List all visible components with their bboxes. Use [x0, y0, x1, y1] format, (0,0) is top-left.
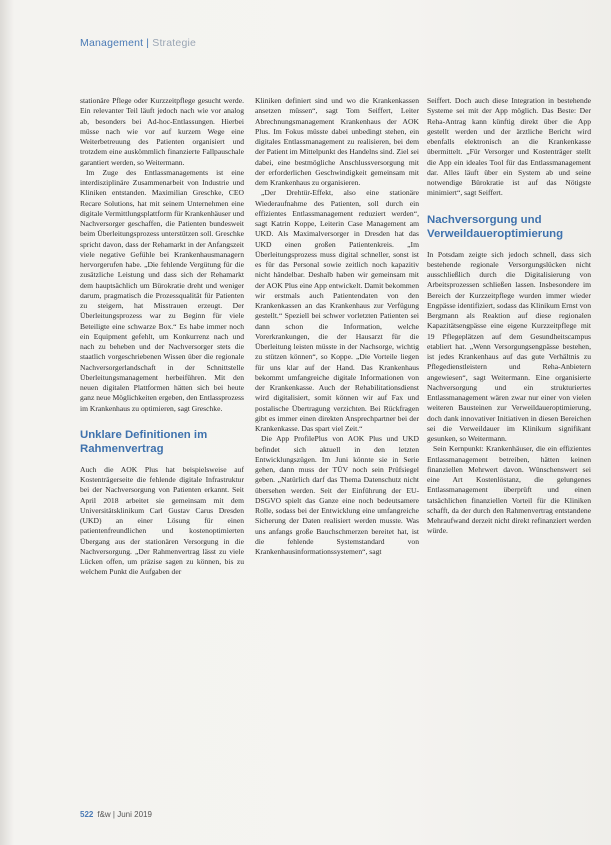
paragraph: Auch die AOK Plus hat beispielsweise auf Kostenträgerseite die fehlende digitale Infrastruktur bei der Nachversorgung von Patienten erkannt. Seit April 2018 arbeitet sie gemeinsam mit dem Universitätsklinikum Carl Gustav Carus Dresden (UKD) an einer Lösung für einen patientenfreundlichen und kostenoptimierten Übergang aus der stationären Versorgung in die Nachversorgung. „Der Rahmenvertrag lässt zu viele Lücken offen, um präzise sagen zu können, bis zu welchem Punkt die Aufgaben der — [80, 464, 244, 577]
text-column-1 — [80, 96, 244, 578]
page-footer — [80, 810, 152, 819]
paragraph: stationäre Pflege oder Kurzzeitpflege gesucht werde. Ein relevanter Teil läuft jedoch nach wie vor analog ab, besonders bei Ad-hoc-Entlassungen. Hierbei müsse nach wie vor auf kurzem Wege eine Weiterbetreuung des Patienten organisiert und trotzdem eine auskömmlich finanzierte Fallpauschale garantiert werden, so Weitermann. — [80, 96, 244, 167]
page-header — [80, 37, 196, 49]
header-section: Management — [80, 37, 144, 49]
text-column-3 — [427, 96, 591, 537]
paragraph: Kliniken definiert sind und wo die Krankenkassen ansetzen müssen“, sagt Tom Seiffert, Leiter Abrechnungsmanagement Krankenhaus der AOK Plus. Im Fokus müsste dabei unbedingt stehen, ein digitales Entlassmanagement zu realisieren, bei dem der Patient im Mittelpunkt des Handelns sind. Ziel sei dabei, eine bestmögliche Anschlussversorgung mit der erforderlichen Geschwindigkeit gemeinsam mit dem Krankenhaus zu organisieren. — [255, 96, 419, 187]
paragraph: Die App ProfilePlus von AOK Plus und UKD befindet sich aktuell in den letzten Entwicklungszügen. Im Juni könnte sie in Serie gehen, dann muss der TÜV noch sein Prüfsiegel geben. „Natürlich darf das Thema Datenschutz nicht übersehen werden. Seit der Einführung der EU-DSGVO spielt das Ganze eine noch bedeutsamere Rolle, sodass bei der Entwicklung eine umfangreiche Sicherung der Daten realisiert werden musste. Was uns anfangs große Bauchschmerzen bereitet hat, ist die fehlende Systemstandard von Krankenhausinformationssystemen“, sagt — [255, 434, 419, 556]
header-separator: | — [146, 37, 150, 49]
paragraph: „Der Drehtür-Effekt, also eine stationäre Wiederaufnahme des Patienten, soll durch ein effizientes Entlassmanagement reduziert werden“, sagt Katrin Koppe, Leiterin Case Management am UKD. Als Maximalversorger in Dresden hat das UKD einen großen Patientenkreis. „Im Überleitungsprozess muss digital schneller, sonst ist es für das Personal sowie zeitlich noch kapazitiv nicht händelbar. Deshalb haben wir gemeinsam mit der AOK Plus eine App entwickelt. Damit bekommen wir erstmals auch Patientendaten von den Krankenkassen an das Krankenhaus zur Verfügung gestellt.“ Speziell bei schwer vorletzten Patienten sei dann schon die Information, welche Vorerkrankungen, die der Hausarzt für die Überleitung leisten müsste in der Nachsorge, wichtig zu stützen können“, so Koppe. „Die Vorteile liegen für uns klar auf der Hand. Das Krankenhaus bekommt umfangreiche digitale Informationen von der Krankenkasse. Auch der Rehabilitationsdienst wird digitalisiert, somit können wir auf Fax und postalische Übertragung verzichten. Bei Rückfragen gibt es immer einen direkten Ansprechpartner bei der Krankenkasse. Das spart viel Zeit.“ — [255, 188, 419, 433]
page-number: 522 — [80, 810, 94, 819]
text-column-2 — [255, 96, 419, 557]
magazine-name: f&w | Juni 2019 — [97, 810, 152, 819]
paragraph: In Potsdam zeigte sich jedoch schnell, dass sich bestehende regionale Versorgungslücken nicht ausschließlich durch die Digitalisierung von Arbeitsprozessen schließen lassen. Insbesondere im Bereich der Kurzzeitpflege wurden immer wieder Engpässe identifiziert, sodass das Klinikum Ernst von Bergmann als Reaktion auf diese regionalen Kapazitätsengpässe eine eigene Kurzzeitpflege mit 19 Pflegeplätzen auf dem Gesundheitscampus etabliert hat. „Wenn Versorgungsengpässe bestehen, ist jedes Krankenhaus auf das gute Verhältnis zu Pflegedienstleistern und Reha-Anbietern angewiesen“, sagt Weitermann. Eine organisierte Nachversorgung und ein strukturiertes Entlassmanagement wären zwar nur einer von vielen weiteren Bausteinen zur Verweildaueroptimierung, doch dank innovativer Initiativen in diesen Bereichen sei die Verweildauer im Klinikum signifikant gesunken, so Weitermann. — [427, 249, 591, 443]
section-heading: Nachversorgung und Verweildaueroptimierung — [427, 213, 564, 240]
header-subsection: Strategie — [152, 37, 197, 49]
paragraph: Seiffert. Doch auch diese Integration in bestehende Systeme sei mit der App möglich. Das Beste: Der Reha-Antrag kann künftig direkt über die App gestellt werden und der ärztliche Bericht wird ebenfalls elektronisch an die Krankenkasse übermittelt. „Für Versorger und Kostenträger stellt die App ein ideales Tool für das Entlassmanagement dar. Alles läuft über ein System ab und seine notwendige Bürokratie ist auf das Nötigste minimiert“, sagt Seiffert. — [427, 96, 591, 198]
paragraph: Sein Kernpunkt: Krankenhäuser, die ein effizientes Entlassmanagement betreiben, hätten keinen finanziellen Mehrwert davon. Wünschenswert sei eine Art Kostenlöstanz, die gelungenes Entlassmanagement überprüft und einen tatsächlichen finanziellen Vorteil für die Kliniken schafft, da der durch den Rahmenvertrag entstandene Mehraufwand derzeit nicht direkt refinanziert werden würde. — [427, 444, 591, 536]
section-heading: Unklare Definitionen im Rahmenvertrag — [80, 428, 208, 455]
paragraph: Im Zuge des Entlassmanagements ist eine interdisziplinäre Zusammenarbeit von Industrie und Kliniken entstanden. Maximilian Greschke, CEO Recare Solutions, hat mit seinem Unternehmen eine digitale Vermittlungsplattform für Krankenhäuser und Nachversorger geschaffen, die Patienten bundesweit beim Überleitungsprozess unterstützen soll. Greschke spricht davon, dass der Rehamarkt in der Anfangszeit viele negative Gefühle bei Krankenhausmanagern hervorgerufen habe. „Die fehlende Vergütung für die zusätzliche Leistung und dass sich der Rehamarkt dem hauptsächlich um Bürokratie dreht und weniger darum, pragmatisch die Prozessqualität für Patienten zu steigern, hat Misstrauen erzeugt. Der Überleitungsprozess war zu Beginn für viele Beteiligte eine schwarze Box.“ Es habe immer noch ein Equipment gefehlt, um Konkurrenz nach und nach zu beheben und der Nachversorger stets die staatlich vorgeschriebenen Wissen über die regionale Nachversorgerlandschaft in der Schnittstelle Überleitungsmanagement herbeiführen. Mit den neuen digitalen Plattformen hätten sich bei heute ganz neue Möglichkeiten ergeben, den Entlassprozess im Krankenhaus zu optimieren, sagt Greschke. — [80, 167, 244, 413]
